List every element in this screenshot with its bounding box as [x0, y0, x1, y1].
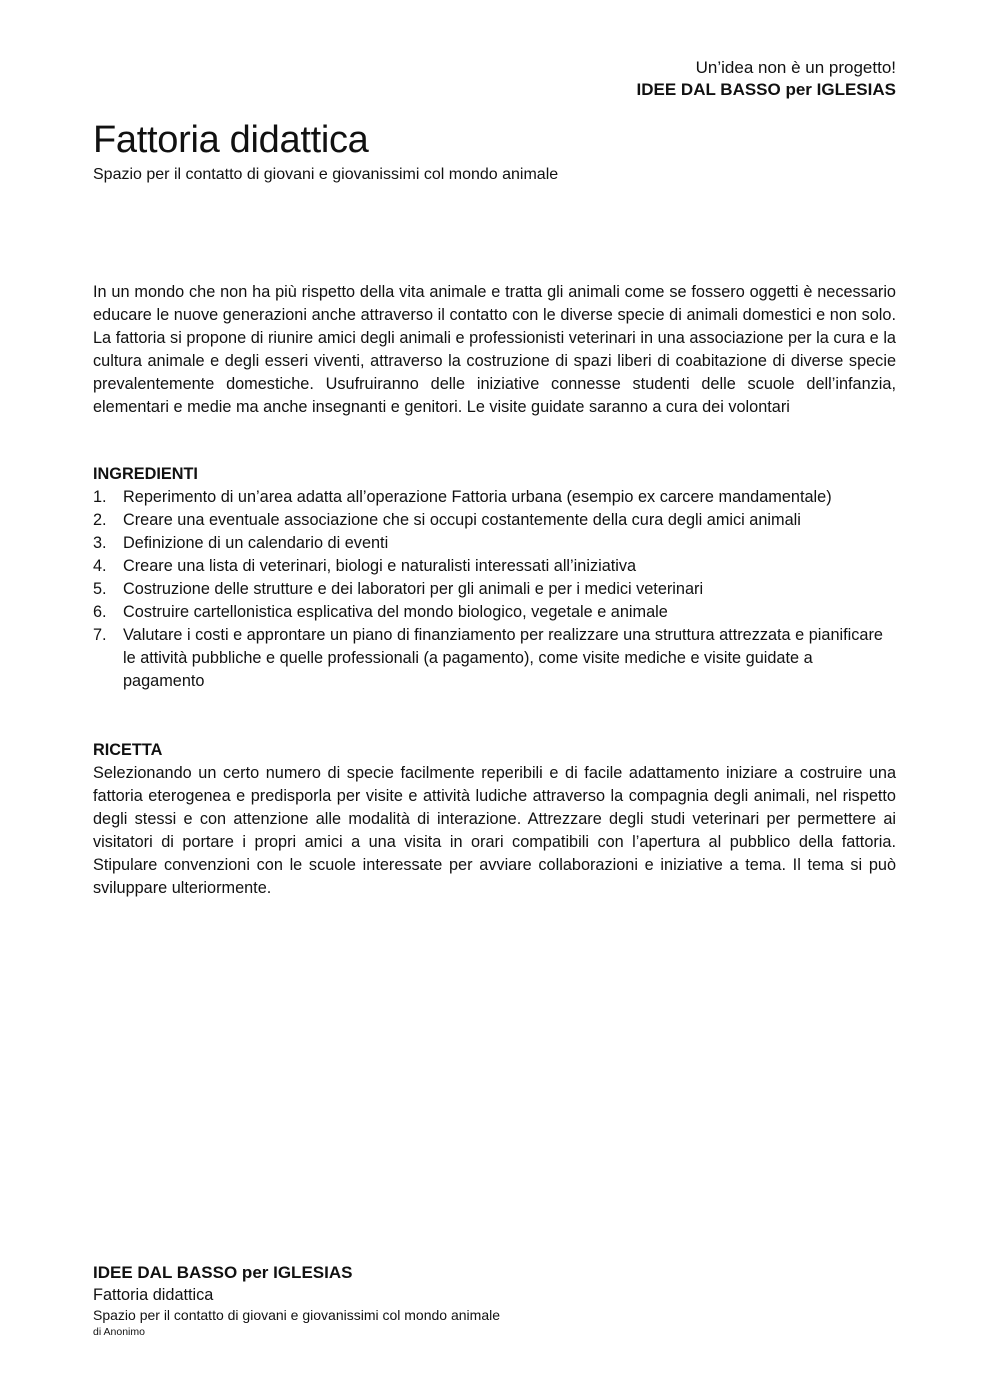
recipe-section: [93, 739, 896, 900]
header-tagline: Un’idea non è un progetto!: [695, 58, 896, 77]
recipe-heading: RICETTA: [93, 741, 163, 759]
list-item-text: Costruire cartellonistica esplicativa del mondo biologico, vegetale e animale: [123, 603, 668, 621]
list-item: [93, 578, 896, 601]
list-item-number: 5.: [93, 580, 107, 598]
list-item: [93, 486, 896, 509]
list-item-text: Reperimento di un’area adatta all’operazione Fattoria urbana (esempio ex carcere mandamentale): [123, 488, 832, 506]
footer-title: Fattoria didattica: [93, 1286, 214, 1304]
list-item-number: 6.: [93, 603, 107, 621]
recipe-paragraph: Selezionando un certo numero di specie facilmente reperibili e di facile adattamento iniziare a costruire una fattoria eterogenea e predisporla per visite e attività ludiche attraverso la compagnia degli animali, nel rispetto degli stessi e con attenzione alle modalità di interazione. Attrezzare degli studi veterinari per permettere ai visitatori di portare i propri amici a una visita in orari compatibili con l’apertura al pubblico della fattoria. Stipulare convenzioni con le scuole interessate per avviare collaborazioni e iniziative a tema. Il tema si può sviluppare ulteriormente.: [93, 764, 896, 897]
list-item-text: Creare una lista di veterinari, biologi e naturalisti interessati all’iniziativa: [123, 557, 637, 575]
list-item-number: 1.: [93, 488, 107, 506]
list-item-text: Valutare i costi e approntare un piano di finanziamento per realizzare una struttura attrezzata e pianificare le attività pubbliche e quelle professionali (a pagamento), come visite mediche e visite guidate a pagamento: [123, 626, 883, 690]
page-title: Fattoria didattica: [93, 119, 369, 161]
title-block: [93, 116, 896, 186]
footer-author: di Anonimo: [93, 1326, 145, 1338]
page-subtitle: Spazio per il contatto di giovani e giovanissimi col mondo animale: [93, 166, 559, 183]
list-item: [93, 624, 896, 693]
ingredients-list: [93, 486, 896, 693]
footer-org: IDEE DAL BASSO per IGLESIAS: [93, 1263, 353, 1282]
intro-paragraph: In un mondo che non ha più rispetto della vita animale e tratta gli animali come se fossero oggetti è necessario educare le nuove generazioni anche attraverso il contatto con le diverse specie di animali domestici e non solo. La fattoria si propone di riunire amici degli animali e professionisti veterinari in una associazione per la cura e la cultura animale e degli esseri viventi, attraverso la costruzione di spazi liberi di coabitazione di diverse specie prevalentemente domestiche. Usufruiranno delle iniziative connesse studenti delle scuole dell’infanzia, elementari e medie ma anche insegnanti e genitori. Le visite guidate saranno a cura dei volontari: [93, 283, 896, 416]
header: [637, 57, 896, 101]
header-org: IDEE DAL BASSO per IGLESIAS: [636, 80, 896, 99]
list-item-text: Definizione di un calendario di eventi: [123, 534, 389, 552]
footer-subtitle: Spazio per il contatto di giovani e giovanissimi col mondo animale: [93, 1307, 500, 1323]
list-item-text: Creare una eventuale associazione che si occupi costantemente della cura degli amici animali: [123, 511, 801, 529]
list-item-number: 3.: [93, 534, 107, 552]
list-item-number: 2.: [93, 511, 107, 529]
list-item: [93, 532, 896, 555]
footer: [93, 1261, 896, 1339]
list-item-number: 4.: [93, 557, 107, 575]
list-item: [93, 601, 896, 624]
list-item: [93, 555, 896, 578]
ingredients-section: [93, 463, 896, 693]
list-item-text: Costruzione delle strutture e dei laboratori per gli animali e per i medici veterinari: [123, 580, 704, 598]
list-item: [93, 509, 896, 532]
list-item-number: 7.: [93, 626, 107, 644]
ingredients-heading: INGREDIENTI: [93, 465, 198, 483]
